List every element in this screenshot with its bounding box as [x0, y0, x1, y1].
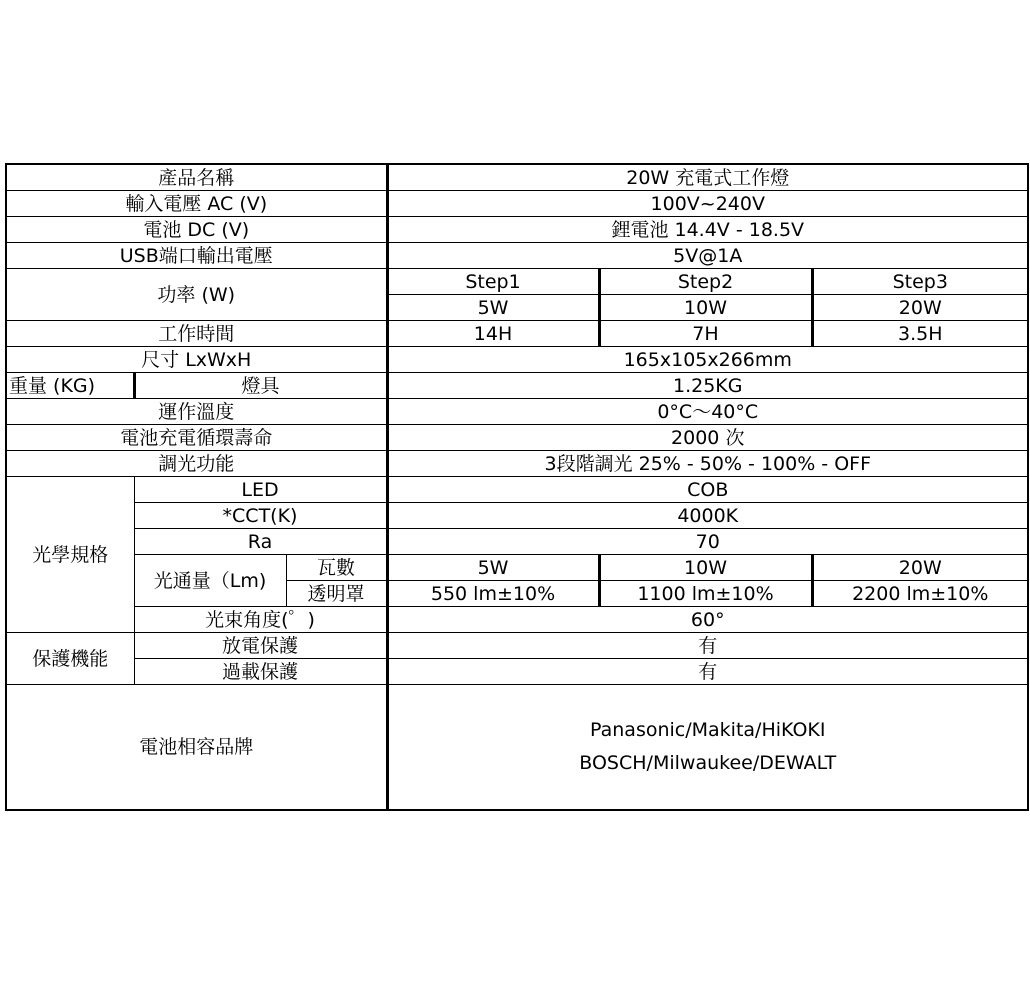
- row-operating-temp: [6, 399, 1028, 425]
- lumen-watt-1: 5W: [387, 555, 599, 581]
- compatible-brands-value: [387, 685, 1028, 811]
- lumen-watt-2: 10W: [599, 555, 812, 581]
- power-step-1: Step1: [387, 269, 599, 295]
- dimming-label: 調光功能: [6, 451, 387, 477]
- row-led: [6, 477, 1028, 503]
- lumen-value-2: 1100 lm±10%: [599, 581, 812, 607]
- lumen-value-1: 550 lm±10%: [387, 581, 599, 607]
- led-label: LED: [134, 477, 387, 503]
- row-charge-cycle: [6, 425, 1028, 451]
- row-weight: [6, 373, 1028, 399]
- row-cct: [6, 503, 1028, 529]
- protection-label: 保護機能: [6, 633, 134, 685]
- charge-cycle-label: 電池充電循環壽命: [6, 425, 387, 451]
- ra-label: Ra: [134, 529, 387, 555]
- cct-label: *CCT(K): [134, 503, 387, 529]
- power-label: 功率 (W): [6, 269, 387, 321]
- row-size: [6, 347, 1028, 373]
- row-discharge-protection: [6, 633, 1028, 659]
- row-power-steps: [6, 269, 1028, 295]
- discharge-protection-label: 放電保護: [134, 633, 387, 659]
- operating-temp-value: 0°C～40°C: [387, 399, 1028, 425]
- weight-sub-label: 燈具: [134, 373, 387, 399]
- input-voltage-value: 100V~240V: [387, 191, 1028, 217]
- row-lumen-watts: [6, 555, 1028, 581]
- row-dimming: [6, 451, 1028, 477]
- power-value-1: 5W: [387, 295, 599, 321]
- product-name-label: 產品名稱: [6, 164, 387, 191]
- row-input-voltage: [6, 191, 1028, 217]
- battery-voltage-label: 電池 DC (V): [6, 217, 387, 243]
- row-beam-angle: [6, 607, 1028, 633]
- runtime-value-1: 14H: [387, 321, 599, 347]
- overload-protection-label: 過載保護: [134, 659, 387, 685]
- ra-value: 70: [387, 529, 1028, 555]
- dimming-value: 3段階調光 25% - 50% - 100% - OFF: [387, 451, 1028, 477]
- row-usb-output: [6, 243, 1028, 269]
- row-overload-protection: [6, 659, 1028, 685]
- row-runtime: [6, 321, 1028, 347]
- power-value-2: 10W: [599, 295, 812, 321]
- power-step-2: Step2: [599, 269, 812, 295]
- lumen-watt-3: 20W: [812, 555, 1028, 581]
- led-value: COB: [387, 477, 1028, 503]
- usb-output-value: 5V@1A: [387, 243, 1028, 269]
- charge-cycle-value: 2000 次: [387, 425, 1028, 451]
- operating-temp-label: 運作溫度: [6, 399, 387, 425]
- row-ra: [6, 529, 1028, 555]
- weight-value: 1.25KG: [387, 373, 1028, 399]
- lumen-label: 光通量（Lm): [134, 555, 286, 607]
- brands-line-1: Panasonic/Makita/HiKOKI: [590, 719, 826, 741]
- runtime-label: 工作時間: [6, 321, 387, 347]
- discharge-protection-value: 有: [387, 633, 1028, 659]
- battery-voltage-value: 鋰電池 14.4V - 18.5V: [387, 217, 1028, 243]
- cct-value: 4000K: [387, 503, 1028, 529]
- lumen-watt-label: 瓦數: [286, 555, 387, 581]
- runtime-value-2: 7H: [599, 321, 812, 347]
- overload-protection-value: 有: [387, 659, 1028, 685]
- lumen-clear-label: 透明罩: [286, 581, 387, 607]
- power-value-3: 20W: [812, 295, 1028, 321]
- product-name-value: 20W 充電式工作燈: [387, 164, 1028, 191]
- row-battery-voltage: [6, 217, 1028, 243]
- lumen-value-3: 2200 lm±10%: [812, 581, 1028, 607]
- beam-angle-label: 光束角度(゜): [134, 607, 387, 633]
- input-voltage-label: 輸入電壓 AC (V): [6, 191, 387, 217]
- optics-label: 光學規格: [6, 477, 134, 633]
- usb-output-label: USB端口輸出電壓: [6, 243, 387, 269]
- power-step-3: Step3: [812, 269, 1028, 295]
- compatible-brands-label: 電池相容品牌: [6, 685, 387, 811]
- runtime-value-3: 3.5H: [812, 321, 1028, 347]
- spec-table: [5, 163, 1029, 811]
- size-value: 165x105x266mm: [387, 347, 1028, 373]
- row-product-name: [6, 164, 1028, 191]
- row-compatible-brands: [6, 685, 1028, 811]
- brands-line-2: BOSCH/Milwaukee/DEWALT: [579, 752, 837, 774]
- beam-angle-value: 60°: [387, 607, 1028, 633]
- size-label: 尺寸 LxWxH: [6, 347, 387, 373]
- weight-label: 重量 (KG): [6, 373, 134, 399]
